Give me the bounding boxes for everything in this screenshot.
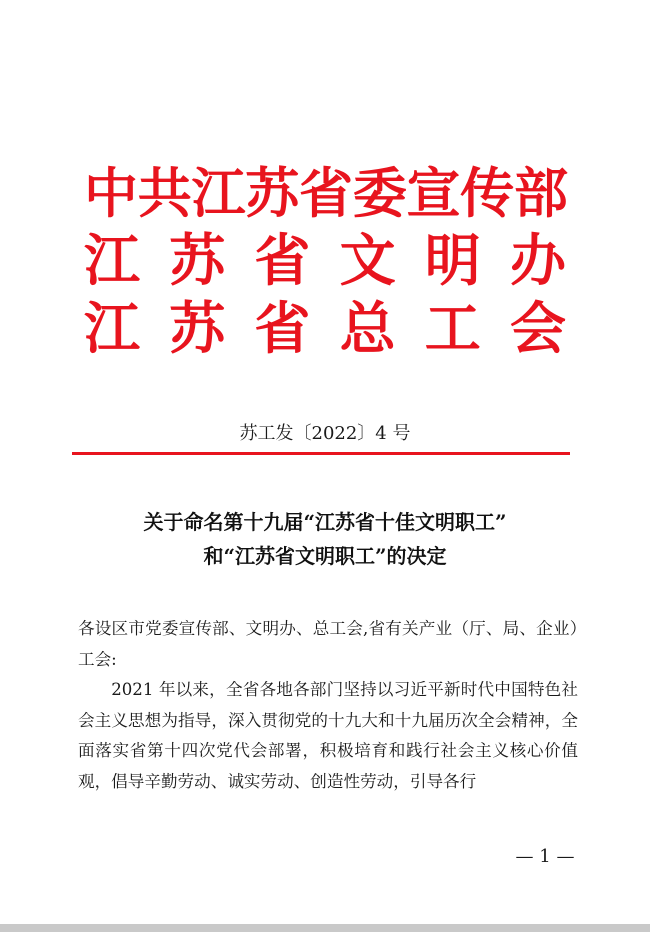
title-line-1: 关于命名第十九届“江苏省十佳文明职工” — [143, 510, 507, 534]
document-title — [0, 505, 650, 573]
header-char: 会 — [509, 297, 566, 362]
document-body — [78, 614, 578, 797]
header-line-3 — [84, 296, 566, 364]
salutation: 各设区市党委宣传部、文明办、总工会,省有关产业（厅、局、企业）工会: — [78, 619, 578, 669]
header-char: 江 — [191, 162, 244, 225]
header-char: 江 — [84, 297, 140, 362]
body-paragraph: 2021 年以来，全省各地各部门坚持以习近平新时代中国特色社会主义思想为指导，深入贯彻党的十九大和十九届历次全会精神，全面落实省第十四次党代会部署，积极培育和践行社会主义核心价值观，倡导辛勤劳动、诚实劳动、创造性劳动，引导各行 — [78, 680, 578, 791]
header-char: 省 — [254, 229, 311, 294]
title-line-2: 和“江苏省文明职工”的决定 — [203, 544, 447, 568]
header-char: 文 — [339, 229, 396, 294]
header-char: 苏 — [245, 162, 298, 225]
header-char: 苏 — [169, 297, 226, 362]
header-char: 传 — [460, 162, 513, 225]
header-line-1 — [84, 160, 566, 228]
red-separator-line — [72, 452, 570, 455]
header-char: 省 — [254, 297, 311, 362]
header-char: 苏 — [169, 229, 226, 294]
header-char: 工 — [424, 297, 481, 362]
header-char: 总 — [339, 297, 396, 362]
header-line-2 — [84, 228, 566, 296]
document-number: 苏工发〔2022〕4 号 — [239, 423, 411, 444]
page-number: — 1 — — [515, 846, 575, 867]
header-char: 宣 — [406, 162, 459, 225]
header-char: 江 — [84, 229, 140, 294]
header-char: 共 — [137, 162, 190, 225]
header-char: 办 — [509, 229, 566, 294]
header-char: 部 — [514, 162, 566, 225]
issuing-authorities-header — [84, 160, 566, 364]
header-char: 省 — [299, 162, 351, 225]
header-char: 中 — [84, 162, 136, 225]
header-char: 明 — [424, 229, 481, 294]
header-char: 委 — [352, 162, 405, 225]
